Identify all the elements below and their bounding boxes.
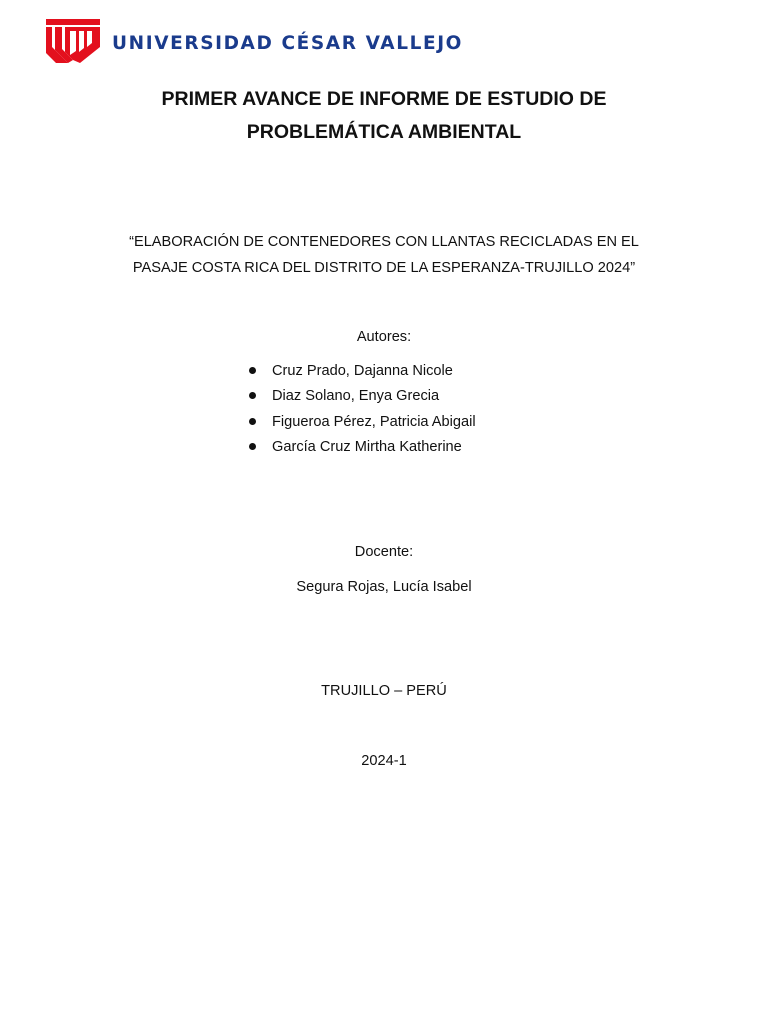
author-name: Diaz Solano, Enya Grecia <box>272 388 440 405</box>
teacher-label: Docente: <box>354 544 414 560</box>
project-title-line-1: “ELABORACIÓN DE CONTENEDORES CON LLANTAS RECICLADAS EN EL <box>129 234 639 250</box>
document-title-line-2: PROBLEMÁTICA AMBIENTAL <box>246 121 522 143</box>
university-header <box>46 16 463 66</box>
university-name: UNIVERSIDAD CÉSAR VALLEJO <box>112 32 464 54</box>
teacher-name: Segura Rojas, Lucía Isabel <box>296 579 472 595</box>
bullet-icon <box>249 418 256 425</box>
bullet-icon <box>249 443 256 450</box>
bullet-icon <box>249 392 256 399</box>
authors-label: Autores: <box>356 329 412 345</box>
document-title-line-1: PRIMER AVANCE DE INFORME DE ESTUDIO DE <box>161 88 607 110</box>
ucv-shield-icon <box>46 17 100 65</box>
project-title-line-2: PASAJE COSTA RICA DEL DISTRITO DE LA ESPERANZA-TRUJILLO 2024” <box>132 260 636 276</box>
location-text: TRUJILLO – PERÚ <box>321 683 447 699</box>
author-name: García Cruz Mirtha Katherine <box>272 438 462 455</box>
bullet-icon <box>249 367 256 374</box>
academic-period: 2024-1 <box>361 753 407 769</box>
author-name: Figueroa Pérez, Patricia Abigail <box>272 413 476 430</box>
author-name: Cruz Prado, Dajanna Nicole <box>272 363 453 379</box>
